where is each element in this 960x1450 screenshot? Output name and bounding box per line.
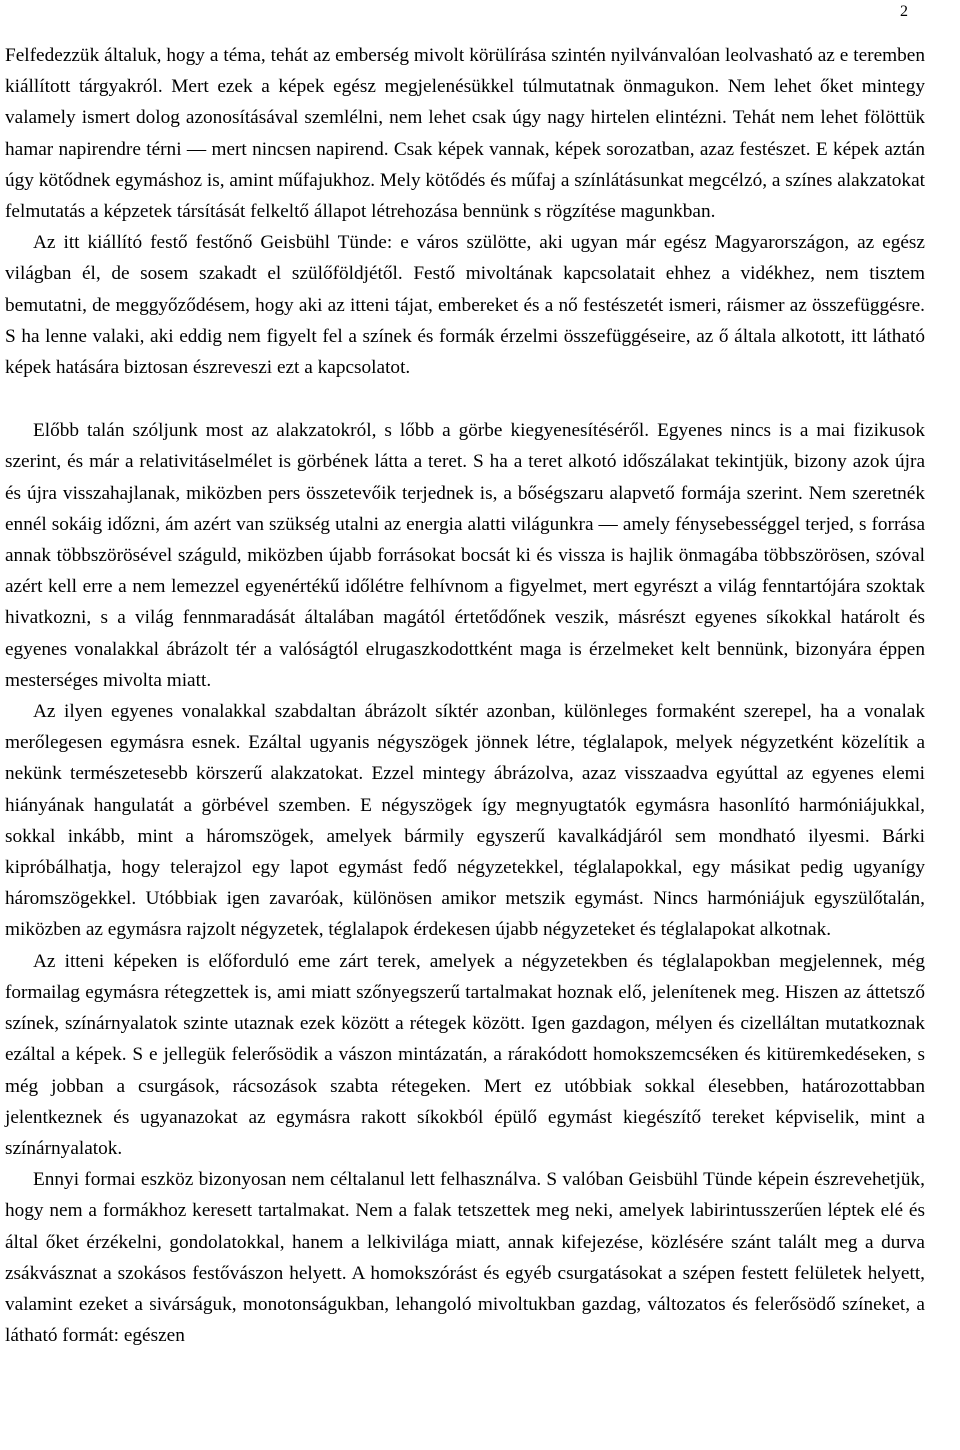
paragraph-6: Ennyi formai eszköz bizonyosan nem céltalanul lett felhasználva. S valóban Geisbühl Tünde képein észrevehetjük, hogy nem a formákhoz keresett tartalmakat. Nem a falak tetszettek meg neki, amelyek labirintusszerűen léptek elé és által őket érzékelni, gondolatokkal, hanem a lelkivilága miatt, annak kifejezése, közlésére szánt talált meg a durva zsákvásznat a szokásos festővászon helyett. A homokszórást és egyéb csurgatásokat a szépen festett felületek helyett, valamint ezeket a sivárságuk, monotonságukban, lehangoló mivoltukban gazdag, változatos és felerősödő színeket, a látható formát: egészen [5, 1169, 925, 1347]
paragraph-3: Előbb talán szóljunk most az alakzatokról, s lőbb a görbe kiegyenesítéséről. Egyenes nincs is a mai fizikusok szerint, és már a relativitáselmélet is görbének látta a teret. S ha a teret alkotó időszálakat tekintjük, bizony azok újra és újra visszahajlanak, miközben pers összetevőik terjednek is, a bőségszaru alapvető formája szerint. Nem szeretnék ennél sokáig időzni, ám azért van szükség utalni az energia alatti világunkra — amely fénysebességgel terjed, s forrása annak többszörösével száguld, miközben újabb forrásokat bocsát ki és vissza is hajlik önmagába többszörösen, szóval azért kell erre a nem lemezzel egyenértékű időlétre felhívnom a figyelmet, mert egyrészt a világ fenntartójára szoktak hivatkozni, s a világ fennmaradását általában magától értetődőnek veszik, másrészt egyenes síkokkal határolt és egyenes vonalakkal ábrázolt tér a valóságtól elrugaszkodottként maga is érzelmeket kelt bennünk, bizonyára éppen mesterséges mivolta miatt. [5, 420, 925, 691]
paragraph-5: Az itteni képeken is előforduló eme zárt terek, amelyek a négyzetekben és téglalapokban megjelennek, még formailag egymásra rétegzettek is, ami miatt szőnyegszerű tartalmakat hoznak elő, jelenítenek meg. Hiszen az áttetsző színek, színárnyalatok szinte utaznak ezek között a rétegek között. Igen gazdagon, mélyen és cizelláltan mutatkoznak ezáltal a képek. S e jellegük felerősödik a vászon mintázatán, a rárakódott homokszemcséken és kitüremkedéseken, s még jobban a csurgások, rácsozások szabta rétegeken. Mert ez utóbbiak sokkal élesebben, határozottabban jelentkeznek és ugyanazokat az egymásra rakott síkokból épülő egymást kiegészítő tereket képviselik, mint a színárnyalatok. [5, 950, 925, 1159]
paragraph-4: Az ilyen egyenes vonalakkal szabdaltan ábrázolt síktér azonban, különleges formaként szerepel, ha a vonalak merőlegesen egymásra esnek. Ezáltal ugyanis négyszögek jönnek létre, téglalapok, melyek négyzetként közelítik a nekünk természetesebb körszerű alakzatokat. Ezzel mintegy ábrázolva, azaz visszaadva egyúttal az egyenes elemi hiányának hangulatát a görbével szemben. E négyszögek így megnyugtatók egymásra hasonlító harmóniájukkal, sokkal inkább, mint a háromszögek, amelyek bármily egyszerű kavalkádjáról sem mondható ilyesmi. Bárki kipróbálhatja, hogy telerajzol egy lapot egymást fedő négyzetekkel, téglalapokkal, egy másikat pedig ugyanígy háromszögekkel. Utóbbiak igen zavaróak, különösen amikor metszik egymást. Nincs harmóniájuk egyszülőtalán, miközben az egymásra rajzolt négyzetek, téglalapok érdekesen újabb négyzeteket és téglalapokat alkotnak. [5, 701, 925, 941]
document-body [5, 40, 925, 1351]
page-number: 2 [900, 3, 908, 20]
paragraph-2: Az itt kiállító festő festőnő Geisbühl Tünde: e város szülötte, aki ugyan már egész Magyarországon, az egész világban él, de sosem szakadt el szülőföldjétől. Festő mivoltának kapcsolatait ehhez a vidékhez, nem tisztem bemutatni, de meggyőződésem, hogy aki az itteni tájat, embereket és a nő festészetét ismeri, ráismer az összefüggésre. S ha lenne valaki, aki eddig nem figyelt fel a színek és formák érzelmi összefüggéseire, az ő általa alkotott, itt látható képek hatására biztosan észreveszi ezt a kapcsolatot. [5, 232, 925, 379]
paragraph-1: Felfedezzük általuk, hogy a téma, tehát az emberség mivolt körülírása szintén nyilvánvalóan leolvasható az e teremben kiállított tárgyakról. Mert ezek a képek egész megjelenésükkel túlmutatnak önmagukon. Nem lehet őket mintegy valamely ismert dolog azonosításával szemlélni, nem lehet csak úgy nagy hirtelen elintézni. Tehát nem lehet fölöttük hamar napirendre térni — mert nincsen napirend. Csak képek vannak, képek sorozatban, azaz festészet. E képek aztán úgy kötődnek egymáshoz is, amint műfajukhoz. Mely kötődés és műfaj a színlátásunkat megcélzó, a színes alakzatokat felmutatás a képzetek társítását felkeltő állapot létrehozása bennünk s rögzítése magunkban. [5, 45, 925, 223]
